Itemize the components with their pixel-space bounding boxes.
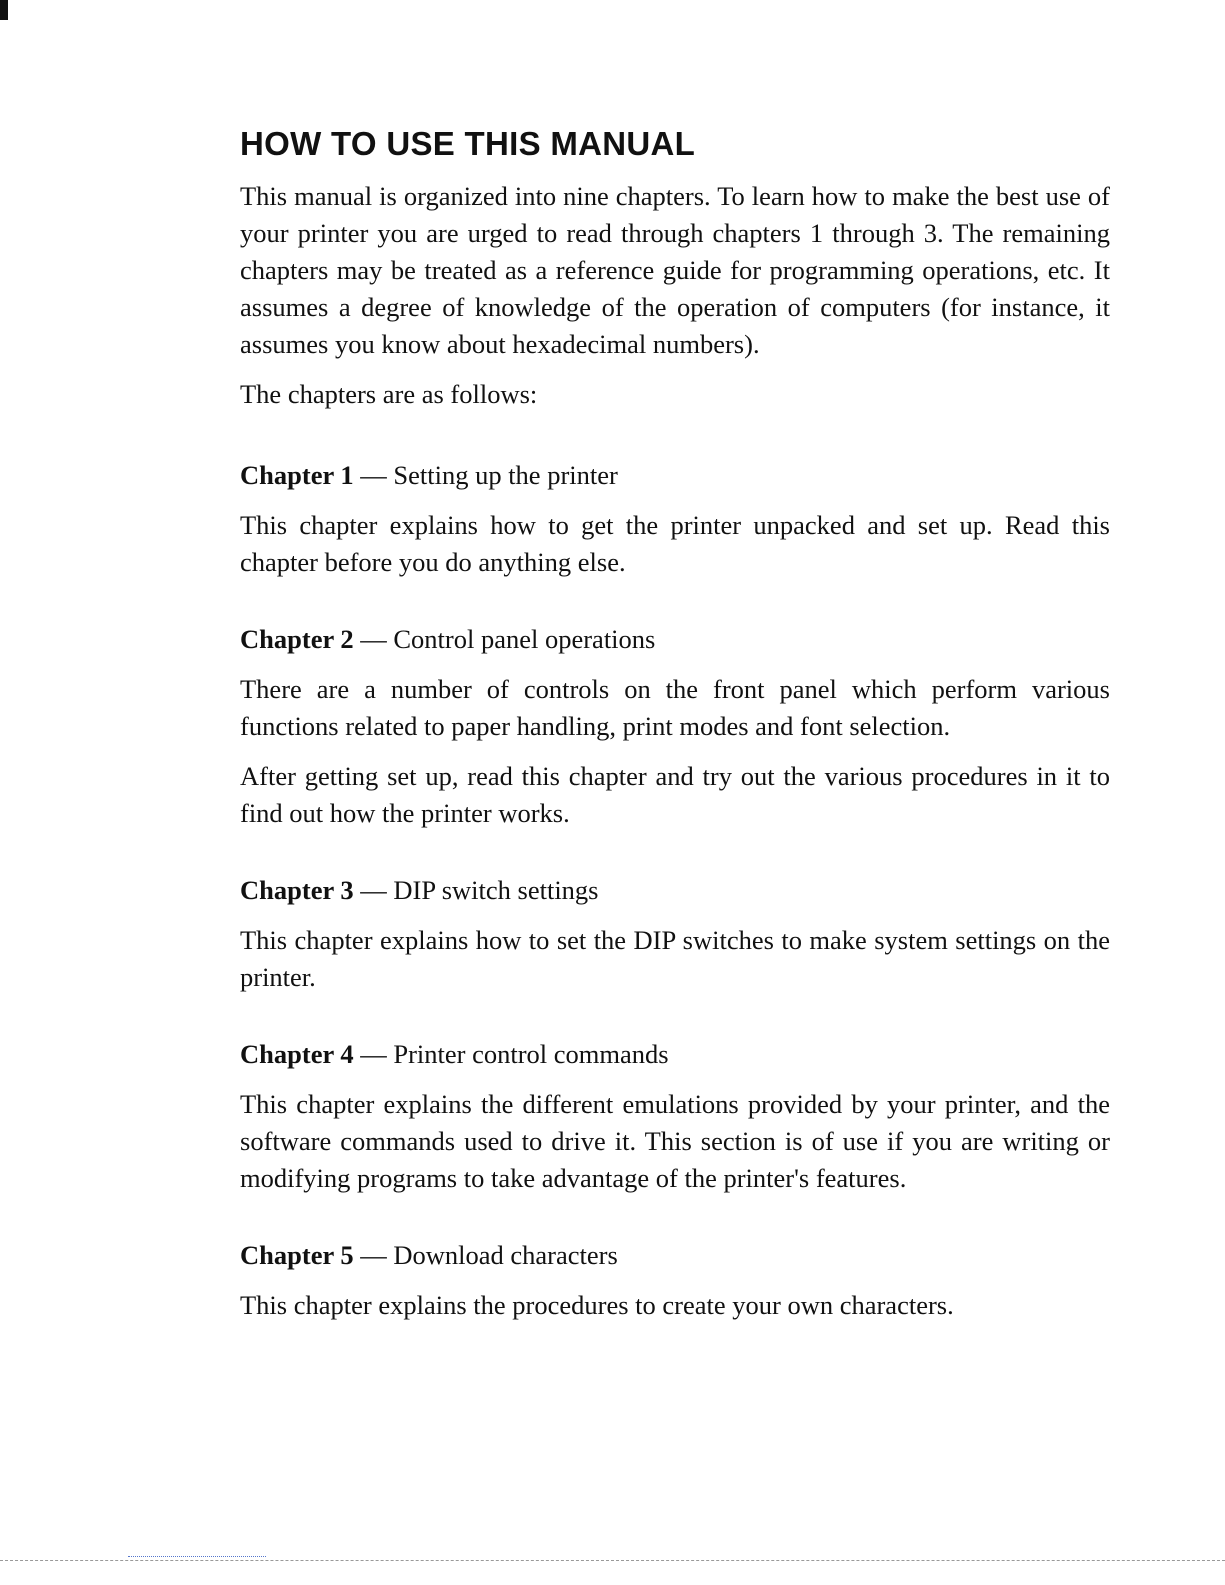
chapter-3-number: Chapter 3 [240, 875, 354, 905]
chapter-5-description: This chapter explains the procedures to create your own characters. [240, 1290, 954, 1320]
chapter-4-number: Chapter 4 [240, 1039, 354, 1069]
intro-lead-in: The chapters are as follows: [240, 379, 538, 409]
chapter-1-section [240, 457, 1110, 581]
chapter-2-heading [240, 621, 1110, 658]
chapter-3-name: DIP switch settings [393, 875, 599, 905]
chapter-1-description: This chapter explains how to get the printer unpacked and set up. Read this chapter before you do anything else. [240, 510, 1110, 577]
chapter-4-separator: — [353, 1039, 394, 1069]
chapter-5-separator: — [353, 1240, 394, 1270]
intro-paragraph: This manual is organized into nine chapters. To learn how to make the best use of your printer you are urged to read through chapters 1 through 3. The remaining chapters may be treated as a reference guide for programming operations, etc. It assumes a degree of knowledge of the operation of computers (for instance, it assumes you know about hexadecimal numbers). [240, 181, 1110, 359]
chapter-4-section [240, 1036, 1110, 1197]
chapter-3-description: This chapter explains how to set the DIP switches to make system settings on the printer. [240, 925, 1110, 992]
chapter-2-name: Control panel operations [393, 624, 656, 654]
chapter-1-separator: — [353, 460, 394, 490]
chapter-5-section [240, 1237, 1110, 1324]
chapter-3-section [240, 872, 1110, 996]
scan-edge-mark [128, 1556, 266, 1557]
chapter-5-heading [240, 1237, 1110, 1274]
intro-section [240, 178, 1110, 413]
manual-page [240, 124, 1110, 1364]
chapter-2-separator: — [353, 624, 394, 654]
chapter-4-description: This chapter explains the different emulations provided by your printer, and the software commands used to drive it. This section is of use if you are writing or modifying programs to take advantage of the printer's features. [240, 1089, 1110, 1193]
chapter-2-number: Chapter 2 [240, 624, 354, 654]
page-bottom-edge [0, 1560, 1225, 1561]
chapter-5-name: Download characters [393, 1240, 618, 1270]
chapter-5-number: Chapter 5 [240, 1240, 354, 1270]
chapter-2-description: There are a number of controls on the front panel which perform various functions related to paper handling, print modes and font selection. [240, 674, 1110, 741]
chapter-1-name: Setting up the printer [393, 460, 618, 490]
chapter-2-section [240, 621, 1110, 832]
chapter-3-separator: — [353, 875, 394, 905]
chapter-4-heading [240, 1036, 1110, 1073]
chapter-2-description-2: After getting set up, read this chapter and try out the various procedures in it to find out how the printer works. [240, 761, 1110, 828]
chapter-1-number: Chapter 1 [240, 460, 354, 490]
chapter-3-heading [240, 872, 1110, 909]
page-title: HOW TO USE THIS MANUAL [240, 125, 696, 162]
page-corner-mark [0, 0, 8, 20]
chapter-1-heading [240, 457, 1110, 494]
chapter-4-name: Printer control commands [393, 1039, 669, 1069]
